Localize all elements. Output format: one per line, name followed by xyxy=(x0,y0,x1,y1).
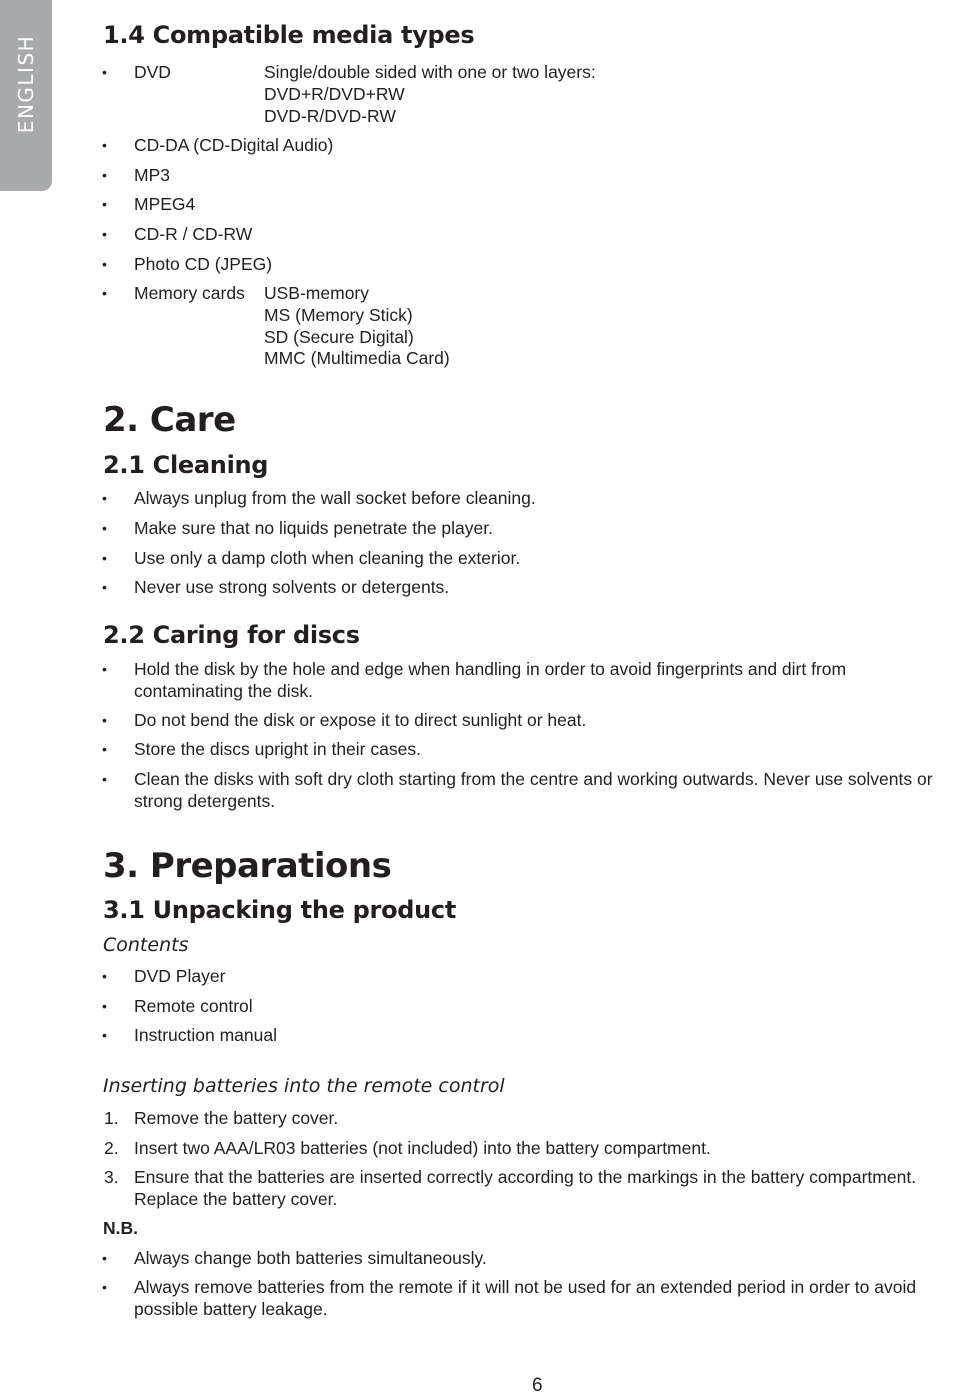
subheading-contents: Contents xyxy=(103,934,189,956)
step-text-line: Replace the battery cover. xyxy=(134,1189,338,1209)
step-text-line: Remove the battery cover. xyxy=(134,1108,339,1128)
bullet-icon: • xyxy=(102,771,107,787)
bullet-icon: • xyxy=(102,579,107,595)
bullet-icon: • xyxy=(102,137,107,153)
media-label-memory-cards: Memory cards xyxy=(134,283,245,303)
media-detail-line: MS (Memory Stick) xyxy=(264,305,413,325)
bullet-icon: • xyxy=(102,285,107,301)
list-item: CD-R / CD-RW xyxy=(134,224,253,244)
step-number: 3. xyxy=(104,1167,119,1187)
step-text-line: Insert two AAA/LR03 batteries (not included) into the battery compartment. xyxy=(134,1138,711,1158)
bullet-icon: • xyxy=(102,490,107,506)
list-item: Instruction manual xyxy=(134,1025,277,1045)
media-label-dvd: DVD xyxy=(134,62,171,82)
section-heading-compatible-media: 1.4 Compatible media types xyxy=(103,21,475,49)
subheading-inserting-batteries: Inserting batteries into the remote control xyxy=(103,1075,505,1097)
bullet-icon: • xyxy=(102,741,107,757)
list-item-line: Store the discs upright in their cases. xyxy=(134,739,421,759)
step-number: 1. xyxy=(104,1108,119,1128)
page-number: 6 xyxy=(532,1375,543,1396)
media-detail-line: SD (Secure Digital) xyxy=(264,327,414,347)
bullet-icon: • xyxy=(102,550,107,566)
list-item-line: Clean the disks with soft dry cloth starting from the centre and working outwards. Never use solvents or xyxy=(134,769,933,789)
bullet-icon: • xyxy=(102,520,107,536)
bullet-icon: • xyxy=(102,712,107,728)
chapter-heading-care: 2. Care xyxy=(103,400,236,440)
language-tab-label: ENGLISH xyxy=(14,34,38,134)
bullet-icon: • xyxy=(102,968,107,984)
list-item: Remote control xyxy=(134,996,253,1016)
media-detail-line: MMC (Multimedia Card) xyxy=(264,348,450,368)
section-heading-unpacking: 3.1 Unpacking the product xyxy=(103,896,457,924)
list-item: DVD Player xyxy=(134,966,226,986)
bullet-icon: • xyxy=(102,1027,107,1043)
section-heading-caring-for-discs: 2.2 Caring for discs xyxy=(103,621,360,649)
list-item: Make sure that no liquids penetrate the player. xyxy=(134,518,493,538)
list-item-line: Always change both batteries simultaneously. xyxy=(134,1248,487,1268)
list-item-line: contaminating the disk. xyxy=(134,681,313,701)
nb-label: N.B. xyxy=(103,1218,138,1238)
list-item: Never use strong solvents or detergents. xyxy=(134,577,450,597)
step-number: 2. xyxy=(104,1138,119,1158)
bullet-icon: • xyxy=(102,64,107,80)
list-item: Always unplug from the wall socket before cleaning. xyxy=(134,488,536,508)
list-item: MPEG4 xyxy=(134,194,196,214)
bullet-icon: • xyxy=(102,196,107,212)
list-item: Photo CD (JPEG) xyxy=(134,254,273,274)
list-item-line: Hold the disk by the hole and edge when handling in order to avoid fingerprints and dirt from xyxy=(134,659,847,679)
bullet-icon: • xyxy=(102,1279,107,1295)
media-detail-line: DVD-R/DVD-RW xyxy=(264,106,396,126)
bullet-icon: • xyxy=(102,998,107,1014)
list-item-line: possible battery leakage. xyxy=(134,1299,328,1319)
step-text-line: Ensure that the batteries are inserted correctly according to the markings in the battery compartment. xyxy=(134,1167,917,1187)
bullet-icon: • xyxy=(102,256,107,272)
list-item: Use only a damp cloth when cleaning the exterior. xyxy=(134,548,521,568)
list-item-line: Always remove batteries from the remote if it will not be used for an extended period in order to avoid xyxy=(134,1277,917,1297)
list-item-line: strong detergents. xyxy=(134,791,276,811)
bullet-icon: • xyxy=(102,661,107,677)
chapter-heading-preparations: 3. Preparations xyxy=(103,846,392,886)
media-detail-line: DVD+R/DVD+RW xyxy=(264,84,405,104)
list-item: CD-DA (CD-Digital Audio) xyxy=(134,135,334,155)
bullet-icon: • xyxy=(102,1250,107,1266)
media-detail-line: Single/double sided with one or two layers: xyxy=(264,62,596,82)
language-tab xyxy=(0,0,52,191)
section-heading-cleaning: 2.1 Cleaning xyxy=(103,451,269,479)
bullet-icon: • xyxy=(102,226,107,242)
list-item-line: Do not bend the disk or expose it to direct sunlight or heat. xyxy=(134,710,587,730)
media-detail-line: USB-memory xyxy=(264,283,370,303)
bullet-icon: • xyxy=(102,167,107,183)
list-item: MP3 xyxy=(134,165,170,185)
